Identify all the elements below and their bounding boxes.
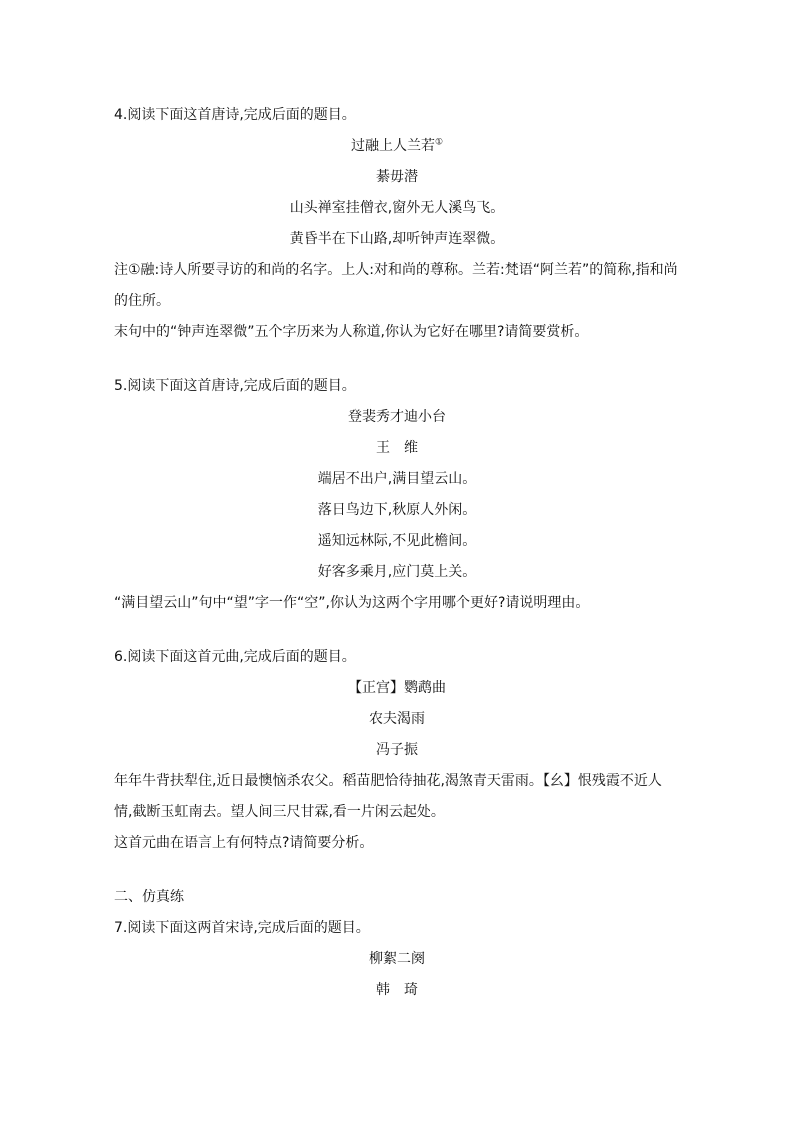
q4-note: 注①融:诗人所要寻访的和尚的名字。上人:对和尚的尊称。兰若:梵语“阿兰若”的简称,指和尚的住所。 bbox=[114, 262, 678, 309]
q4-title-text: 过融上人兰若 bbox=[350, 138, 435, 154]
q7-poem-author: 韩 琦 bbox=[376, 982, 418, 998]
q5-poem-line: 落日鸟边下,秋原人外闲。 bbox=[317, 502, 477, 518]
q7-heading: 7.阅读下面这两首宋诗,完成后面的题目。 bbox=[114, 920, 370, 936]
q5-poem-line: 好客多乘月,应门莫上关。 bbox=[317, 564, 477, 580]
q4-title-note-mark: ① bbox=[434, 137, 444, 148]
q7-poem-title: 柳絮二阕 bbox=[369, 951, 425, 967]
section2-heading: 二、仿真练 bbox=[114, 889, 184, 905]
q5-poem-author: 王 维 bbox=[376, 440, 418, 456]
q6-qu-author: 冯子振 bbox=[376, 742, 418, 758]
q4-poem-line: 山头禅室挂僧衣,窗外无人溪鸟飞。 bbox=[289, 200, 505, 216]
q4-question: 末句中的“钟声连翠微”五个字历来为人称道,你认为它好在哪里?请简要赏析。 bbox=[114, 324, 589, 340]
section-gap bbox=[114, 619, 680, 642]
q6-qu-text: 年年牛背扶犁住,近日最懊恼杀农父。稻苗肥恰待抽花,渴煞青天雷雨。【幺】恨残霞不近人情,截断玉虹南去。望人间三尺甘霖,看一片闲云起处。 bbox=[114, 773, 662, 820]
q4-poem-title bbox=[114, 131, 680, 162]
content bbox=[114, 100, 680, 1006]
q6-heading: 6.阅读下面这首元曲,完成后面的题目。 bbox=[114, 649, 356, 665]
q5-question: “满目望云山”句中“望”字一作“空”,你认为这两个字用哪个更好?请说明理由。 bbox=[114, 595, 590, 611]
q5-heading: 5.阅读下面这首唐诗,完成后面的题目。 bbox=[114, 378, 356, 394]
q5-poem-line: 端居不出户,满目望云山。 bbox=[317, 471, 477, 487]
q5-poem-title: 登裴秀才迪小台 bbox=[348, 409, 446, 425]
q6-qu-title: 【正宫】鹦鹉曲 bbox=[348, 680, 446, 696]
q6-qu-subtitle: 农夫渴雨 bbox=[369, 711, 425, 727]
section-gap bbox=[114, 348, 680, 371]
section-gap bbox=[114, 859, 680, 882]
q4-heading: 4.阅读下面这首唐诗,完成后面的题目。 bbox=[114, 107, 356, 123]
q5-poem-line: 遥知远林际,不见此檐间。 bbox=[317, 533, 477, 549]
q6-question: 这首元曲在语言上有何特点?请简要分析。 bbox=[114, 835, 374, 851]
q4-poem-author: 綦毋潜 bbox=[376, 169, 418, 185]
q4-poem-line: 黄昏半在下山路,却听钟声连翠微。 bbox=[289, 231, 505, 247]
